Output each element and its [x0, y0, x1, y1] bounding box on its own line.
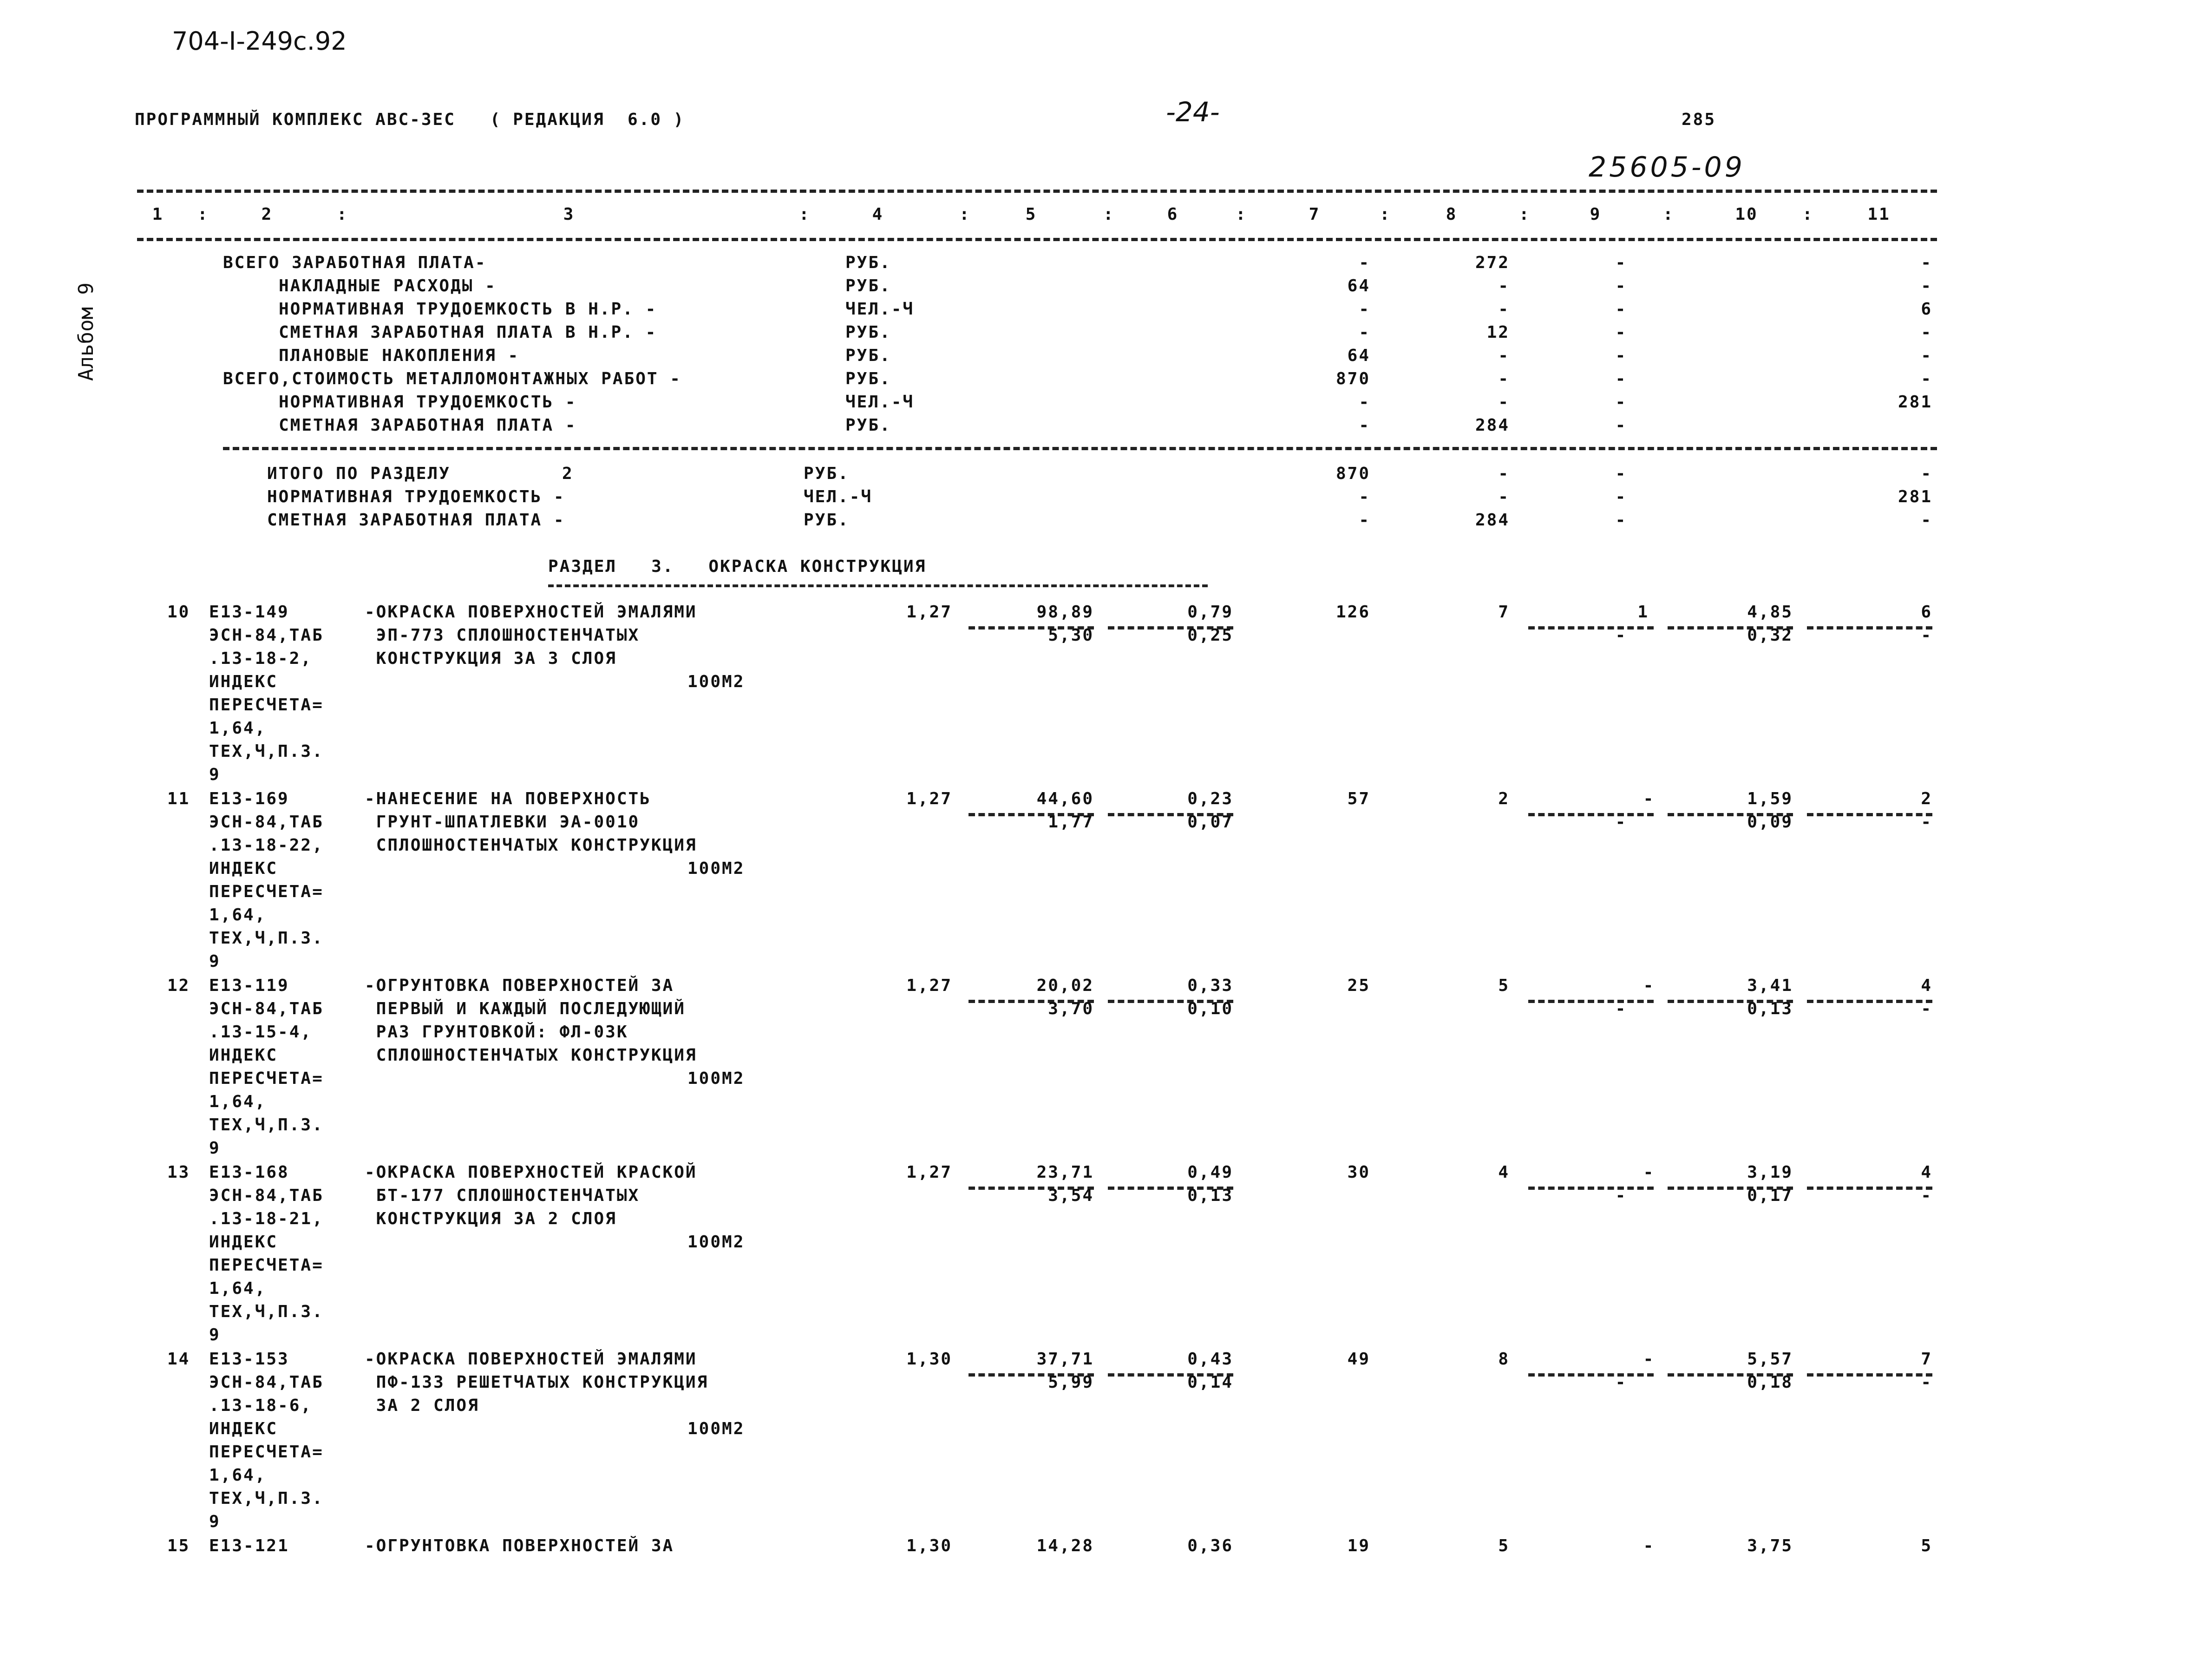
header-bottom-rule — [137, 238, 1937, 241]
entry-c6-secondary: 0,07 — [1187, 813, 1233, 832]
entry-c8: 5 — [1498, 976, 1510, 995]
totals-c8: 284 — [1475, 511, 1510, 530]
entry-description-line: СПЛОШНОСТЕНЧАТЫХ КОНСТРУКЦИЯ — [365, 836, 697, 855]
entry-code-line: .13-18-22, — [209, 836, 324, 855]
entry-unit: 100М2 — [687, 859, 745, 878]
entry-c11-secondary: - — [1921, 813, 1932, 832]
column-separator: : — [1802, 205, 1814, 224]
entry-description-line: ПФ-133 РЕШЕТЧАТЫХ КОНСТРУКЦИЯ — [365, 1373, 709, 1392]
entry-c6: 0,43 — [1187, 1350, 1233, 1369]
header-top-rule — [137, 190, 1937, 193]
summary-c7: 64 — [1347, 276, 1370, 295]
entry-c6: 0,36 — [1187, 1536, 1233, 1555]
summary-c9: - — [1615, 253, 1627, 272]
entry-c9-secondary: - — [1615, 1186, 1627, 1205]
entry-c11: 5 — [1921, 1536, 1932, 1555]
entry-unit: 100М2 — [687, 1069, 745, 1088]
entry-code-line: 9 — [209, 952, 221, 971]
entry-c10-secondary: 0,13 — [1747, 999, 1793, 1018]
entry-code-line: 1,64, — [209, 1279, 267, 1298]
entry-code-line: ИНДЕКС — [209, 672, 278, 691]
entry-c7: 126 — [1335, 603, 1370, 622]
entry-c4: 1,27 — [906, 1163, 952, 1182]
entry-code-line: ТЕХ,Ч,П.3. — [209, 1115, 324, 1134]
entry-code-line: ПЕРЕСЧЕТА= — [209, 882, 324, 901]
entry-code-line: .13-18-6, — [209, 1396, 313, 1415]
entry-c10: 1,59 — [1747, 789, 1793, 808]
entry-c9: - — [1643, 1350, 1655, 1369]
entry-code-line: ЭСН-84,ТАБ — [209, 999, 324, 1018]
entry-c5: 37,71 — [1036, 1350, 1094, 1369]
column-number: 3 — [563, 205, 575, 224]
totals-c11: - — [1921, 464, 1932, 483]
summary-c9: - — [1615, 416, 1627, 435]
entry-c5: 44,60 — [1036, 789, 1094, 808]
summary-c11: - — [1921, 253, 1932, 272]
entry-c8: 5 — [1498, 1536, 1510, 1555]
entry-c5-secondary: 1,77 — [1048, 813, 1094, 832]
entry-code-line: 9 — [209, 765, 221, 784]
entry-description-line: -ОГРУНТОВКА ПОВЕРХНОСТЕЙ ЗА — [365, 1536, 674, 1555]
totals-label: НОРМАТИВНАЯ ТРУДОЕМКОСТЬ - — [267, 487, 565, 506]
entry-code-line: Е13-168 — [209, 1163, 289, 1182]
summary-c11: - — [1921, 276, 1932, 295]
entry-unit: 100М2 — [687, 1419, 745, 1438]
entry-c4: 1,27 — [906, 789, 952, 808]
entry-code-line: ТЕХ,Ч,П.3. — [209, 1302, 324, 1321]
entry-c8: 4 — [1498, 1163, 1510, 1182]
totals-label: ИТОГО ПО РАЗДЕЛУ — [267, 464, 451, 483]
entry-c7: 19 — [1347, 1536, 1370, 1555]
entry-c6: 0,23 — [1187, 789, 1233, 808]
entry-code-line: ИНДЕКС — [209, 859, 278, 878]
entry-unit: 100М2 — [687, 672, 745, 691]
entry-code-line: ИНДЕКС — [209, 1046, 278, 1065]
entry-c9: - — [1643, 1536, 1655, 1555]
entry-c7: 30 — [1347, 1163, 1370, 1182]
doc-code: 704-I-249с.92 — [172, 26, 347, 56]
summary-c9: - — [1615, 276, 1627, 295]
entry-code-line: 1,64, — [209, 1466, 267, 1485]
totals-c9: - — [1615, 487, 1627, 506]
summary-unit: ЧЕЛ.-Ч — [845, 300, 915, 319]
summary-c8: - — [1498, 393, 1510, 412]
totals-c8: - — [1498, 487, 1510, 506]
entry-code-line: ТЕХ,Ч,П.3. — [209, 929, 324, 948]
entry-description-line: КОНСТРУКЦИЯ ЗА 2 СЛОЯ — [365, 1209, 617, 1228]
column-number: 11 — [1867, 205, 1891, 224]
column-number: 5 — [1025, 205, 1037, 224]
entry-fraction-rule — [1807, 1187, 1932, 1190]
entry-c9: 1 — [1637, 603, 1649, 622]
summary-c7: 64 — [1347, 346, 1370, 365]
summary-c7: - — [1359, 323, 1370, 342]
side-note: Альбом 9 — [74, 282, 98, 381]
entry-description-line: КОНСТРУКЦИЯ ЗА 3 СЛОЯ — [365, 649, 617, 668]
summary-c11: - — [1921, 323, 1932, 342]
entry-c4: 1,27 — [906, 976, 952, 995]
column-number: 1 — [152, 205, 164, 224]
summary-label: НОРМАТИВНАЯ ТРУДОЕМКОСТЬ В Н.Р. - — [279, 300, 657, 319]
summary-c8: 272 — [1475, 253, 1510, 272]
summary-label: СМЕТНАЯ ЗАРАБОТНАЯ ПЛАТА - — [279, 416, 577, 435]
entry-unit: 100М2 — [687, 1233, 745, 1252]
entry-c4: 1,27 — [906, 603, 952, 622]
totals-c11: 281 — [1898, 487, 1932, 506]
entry-code-line: ИНДЕКС — [209, 1419, 278, 1438]
entry-c6: 0,79 — [1187, 603, 1233, 622]
entry-code-line: .13-15-4, — [209, 1023, 313, 1042]
entry-number: 13 — [167, 1163, 190, 1182]
totals-c7: - — [1359, 487, 1370, 506]
entry-description-line: ГРУНТ-ШПАТЛЕВКИ ЭА-0010 — [365, 813, 640, 832]
summary-c11: 6 — [1921, 300, 1932, 319]
entry-c11: 6 — [1921, 603, 1932, 622]
entry-c9-secondary: - — [1615, 999, 1627, 1018]
summary-c11: - — [1921, 369, 1932, 388]
entry-c10: 3,41 — [1747, 976, 1793, 995]
entry-c11: 4 — [1921, 976, 1932, 995]
column-separator: : — [1663, 205, 1675, 224]
summary-c9: - — [1615, 393, 1627, 412]
entry-c6-secondary: 0,13 — [1187, 1186, 1233, 1205]
summary-unit: РУБ. — [845, 369, 891, 388]
column-number: 8 — [1446, 205, 1458, 224]
summary-c7: - — [1359, 416, 1370, 435]
entry-c7: 49 — [1347, 1350, 1370, 1369]
column-separator: : — [799, 205, 811, 224]
column-number: 9 — [1590, 205, 1602, 224]
totals-label: СМЕТНАЯ ЗАРАБОТНАЯ ПЛАТА - — [267, 511, 565, 530]
entry-c10-secondary: 0,09 — [1747, 813, 1793, 832]
entry-code-line: ТЕХ,Ч,П.3. — [209, 742, 324, 761]
entry-fraction-rule — [1807, 1373, 1932, 1377]
summary-c7: 870 — [1335, 369, 1370, 388]
entry-c11: 2 — [1921, 789, 1932, 808]
totals-top-rule — [223, 447, 1937, 450]
summary-c8: 284 — [1475, 416, 1510, 435]
entry-c5: 14,28 — [1036, 1536, 1094, 1555]
entry-c8: 8 — [1498, 1350, 1510, 1369]
entry-c6-secondary: 0,10 — [1187, 999, 1233, 1018]
totals-c7: 870 — [1335, 464, 1370, 483]
summary-c11: - — [1921, 346, 1932, 365]
entry-c11-secondary: - — [1921, 1373, 1932, 1392]
entry-code-line: 1,64, — [209, 719, 267, 738]
entry-description-line: ЭП-773 СПЛОШНОСТЕНЧАТЫХ — [365, 626, 640, 645]
totals-c8: - — [1498, 464, 1510, 483]
entry-c5: 20,02 — [1036, 976, 1094, 995]
entry-code-line: 9 — [209, 1512, 221, 1531]
totals-unit: РУБ. — [804, 464, 850, 483]
summary-c8: - — [1498, 276, 1510, 295]
entry-c9-secondary: - — [1615, 813, 1627, 832]
totals-unit: ЧЕЛ.-Ч — [804, 487, 873, 506]
entry-code-line: Е13-169 — [209, 789, 289, 808]
summary-label: СМЕТНАЯ ЗАРАБОТНАЯ ПЛАТА В Н.Р. - — [279, 323, 657, 342]
entry-code-line: Е13-153 — [209, 1350, 289, 1369]
entry-c6: 0,33 — [1187, 976, 1233, 995]
entry-c9: - — [1643, 976, 1655, 995]
entry-c11: 4 — [1921, 1163, 1932, 1182]
entry-c5-secondary: 3,70 — [1048, 999, 1094, 1018]
entry-number: 11 — [167, 789, 190, 808]
entry-code-line: ПЕРЕСЧЕТА= — [209, 1069, 324, 1088]
entry-code-line: ЭСН-84,ТАБ — [209, 1186, 324, 1205]
column-separator: : — [1236, 205, 1247, 224]
entry-number: 12 — [167, 976, 190, 995]
entry-fraction-rule — [1807, 626, 1932, 630]
entry-c10-secondary: 0,32 — [1747, 626, 1793, 645]
page-number: -24- — [1166, 96, 1220, 128]
entry-c5: 23,71 — [1036, 1163, 1094, 1182]
entry-code-line: 1,64, — [209, 905, 267, 925]
section-title-underline — [548, 584, 1208, 587]
summary-c8: - — [1498, 346, 1510, 365]
entry-c9: - — [1643, 789, 1655, 808]
entry-description-line: СПЛОШНОСТЕНЧАТЫХ КОНСТРУКЦИЯ — [365, 1046, 697, 1065]
totals-unit: РУБ. — [804, 511, 850, 530]
entry-c11-secondary: - — [1921, 999, 1932, 1018]
entry-description-line: РАЗ ГРУНТОВКОЙ: ФЛ-03К — [365, 1023, 628, 1042]
entry-c8: 7 — [1498, 603, 1510, 622]
summary-unit: ЧЕЛ.-Ч — [845, 393, 915, 412]
entry-description-line: -ОКРАСКА ПОВЕРХНОСТЕЙ ЭМАЛЯМИ — [365, 1350, 697, 1369]
column-separator: : — [197, 205, 209, 224]
entry-code-line: 9 — [209, 1325, 221, 1344]
summary-label: ВСЕГО ЗАРАБОТНАЯ ПЛАТА- — [223, 253, 487, 272]
entry-code-line: ТЕХ,Ч,П.3. — [209, 1489, 324, 1508]
column-number: 4 — [872, 205, 884, 224]
summary-unit: РУБ. — [845, 416, 891, 435]
page-header: ПРОГРАММНЫЙ КОМПЛЕКС АВС-3ЕС ( РЕДАКЦИЯ 6.0 ) — [135, 110, 685, 129]
entry-code-line: ЭСН-84,ТАБ — [209, 813, 324, 832]
entry-code-line: ПЕРЕСЧЕТА= — [209, 695, 324, 715]
entry-description-line: ЗА 2 СЛОЯ — [365, 1396, 479, 1415]
entry-c10-secondary: 0,17 — [1747, 1186, 1793, 1205]
entry-code-line: Е13-121 — [209, 1536, 289, 1555]
summary-c8: - — [1498, 300, 1510, 319]
column-separator: : — [1380, 205, 1391, 224]
entry-c11-secondary: - — [1921, 626, 1932, 645]
entry-description-line: -ОКРАСКА ПОВЕРХНОСТЕЙ ЭМАЛЯМИ — [365, 603, 697, 622]
summary-c7: - — [1359, 253, 1370, 272]
column-number: 6 — [1167, 205, 1179, 224]
summary-c11: 281 — [1898, 393, 1932, 412]
column-number: 10 — [1735, 205, 1758, 224]
summary-label: ПЛАНОВЫЕ НАКОПЛЕНИЯ - — [279, 346, 520, 365]
summary-label: НАКЛАДНЫЕ РАСХОДЫ - — [279, 276, 497, 295]
totals-c9: - — [1615, 464, 1627, 483]
summary-label: НОРМАТИВНАЯ ТРУДОЕМКОСТЬ - — [279, 393, 577, 412]
entry-code-line: ИНДЕКС — [209, 1233, 278, 1252]
entry-c8: 2 — [1498, 789, 1510, 808]
entry-description-line: -ОГРУНТОВКА ПОВЕРХНОСТЕЙ ЗА — [365, 976, 674, 995]
summary-c9: - — [1615, 369, 1627, 388]
entry-description-line: ПЕРВЫЙ И КАЖДЫЙ ПОСЛЕДУЮЩИЙ — [365, 999, 686, 1018]
summary-c7: - — [1359, 393, 1370, 412]
entry-code-line: ЭСН-84,ТАБ — [209, 626, 324, 645]
totals-c7: - — [1359, 511, 1370, 530]
entry-number: 10 — [167, 603, 190, 622]
entry-c6-secondary: 0,14 — [1187, 1373, 1233, 1392]
entry-description-line: БТ-177 СПЛОШНОСТЕНЧАТЫХ — [365, 1186, 640, 1205]
entry-c10: 3,19 — [1747, 1163, 1793, 1182]
entry-c11: 7 — [1921, 1350, 1932, 1369]
entry-code-line: .13-18-21, — [209, 1209, 324, 1228]
entry-c4: 1,30 — [906, 1350, 952, 1369]
entry-description-line: -ОКРАСКА ПОВЕРХНОСТЕЙ КРАСКОЙ — [365, 1163, 697, 1182]
entry-c9-secondary: - — [1615, 1373, 1627, 1392]
summary-c8: - — [1498, 369, 1510, 388]
column-separator: : — [1103, 205, 1115, 224]
summary-c9: - — [1615, 300, 1627, 319]
entry-c10: 5,57 — [1747, 1350, 1793, 1369]
entry-c5-secondary: 3,54 — [1048, 1186, 1094, 1205]
entry-c6-secondary: 0,25 — [1187, 626, 1233, 645]
entry-code-line: Е13-149 — [209, 603, 289, 622]
totals-section-number: 2 — [562, 464, 574, 483]
entry-code-line: ПЕРЕСЧЕТА= — [209, 1256, 324, 1275]
summary-unit: РУБ. — [845, 346, 891, 365]
sheet-number: 285 — [1682, 110, 1716, 129]
entry-code-line: 9 — [209, 1139, 221, 1158]
entry-c5: 98,89 — [1036, 603, 1094, 622]
column-number: 7 — [1309, 205, 1321, 224]
entry-code-line: ПЕРЕСЧЕТА= — [209, 1443, 324, 1462]
column-separator: : — [337, 205, 348, 224]
entry-c11-secondary: - — [1921, 1186, 1932, 1205]
summary-unit: РУБ. — [845, 276, 891, 295]
summary-unit: РУБ. — [845, 323, 891, 342]
totals-c9: - — [1615, 511, 1627, 530]
entry-fraction-rule — [1807, 813, 1932, 816]
stamp-number: 25605-09 — [1589, 151, 1745, 184]
column-separator: : — [1519, 205, 1531, 224]
entry-c9-secondary: - — [1615, 626, 1627, 645]
entry-c10: 4,85 — [1747, 603, 1793, 622]
entry-c5-secondary: 5,30 — [1048, 626, 1094, 645]
entry-c4: 1,30 — [906, 1536, 952, 1555]
section-title: РАЗДЕЛ 3. ОКРАСКА КОНСТРУКЦИЯ — [548, 557, 927, 576]
entry-code-line: Е13-119 — [209, 976, 289, 995]
summary-c9: - — [1615, 346, 1627, 365]
entry-description-line: -НАНЕСЕНИЕ НА ПОВЕРХНОСТЬ — [365, 789, 651, 808]
entry-code-line: 1,64, — [209, 1092, 267, 1111]
entry-code-line: ЭСН-84,ТАБ — [209, 1373, 324, 1392]
entry-c7: 57 — [1347, 789, 1370, 808]
entry-c7: 25 — [1347, 976, 1370, 995]
entry-c5-secondary: 5,99 — [1048, 1373, 1094, 1392]
entry-c10-secondary: 0,18 — [1747, 1373, 1793, 1392]
column-number: 2 — [261, 205, 273, 224]
summary-unit: РУБ. — [845, 253, 891, 272]
entry-code-line: .13-18-2, — [209, 649, 313, 668]
totals-c11: - — [1921, 511, 1932, 530]
summary-c9: - — [1615, 323, 1627, 342]
entry-fraction-rule — [1807, 1000, 1932, 1003]
entry-number: 15 — [167, 1536, 190, 1555]
summary-label: ВСЕГО,СТОИМОСТЬ МЕТАЛЛОМОНТАЖНЫХ РАБОТ - — [223, 369, 681, 388]
entry-number: 14 — [167, 1350, 190, 1369]
summary-c8: 12 — [1486, 323, 1510, 342]
entry-c10: 3,75 — [1747, 1536, 1793, 1555]
column-separator: : — [959, 205, 971, 224]
entry-c9: - — [1643, 1163, 1655, 1182]
summary-c7: - — [1359, 300, 1370, 319]
entry-c6: 0,49 — [1187, 1163, 1233, 1182]
